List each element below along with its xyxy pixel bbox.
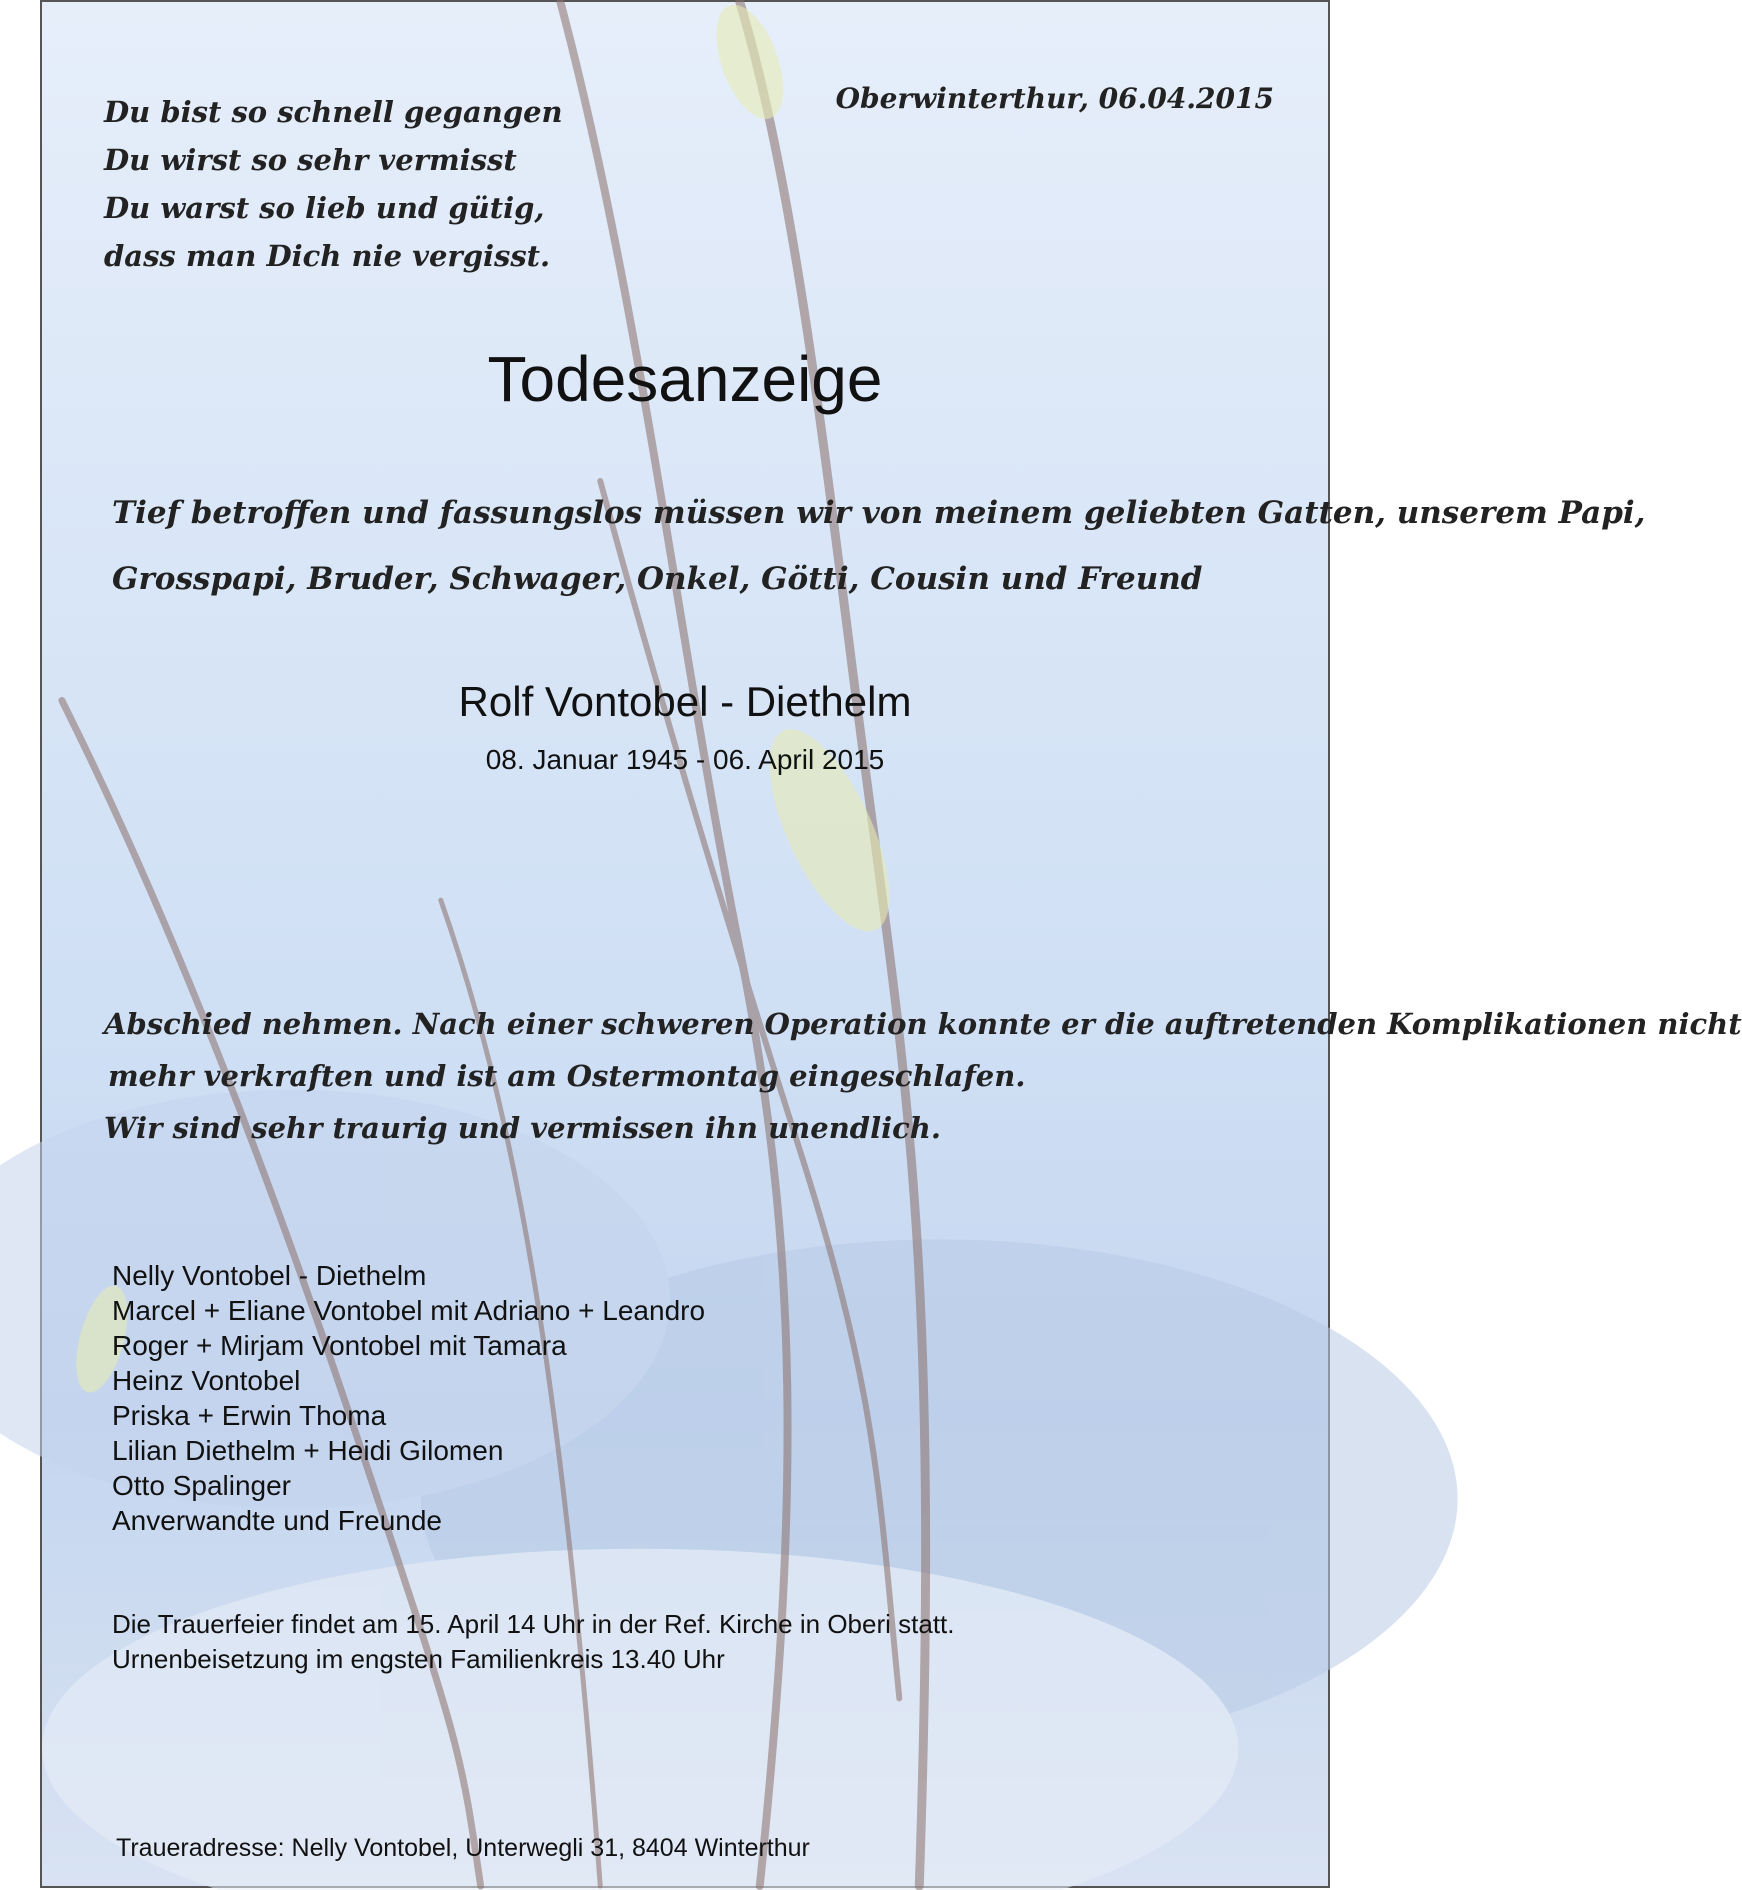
message-line: mehr verkraften und ist am Ostermontag eingeschlafen. bbox=[108, 1059, 1026, 1093]
intro-line: Grosspapi, Bruder, Schwager, Onkel, Götti, Cousin und Freund bbox=[112, 561, 1203, 597]
place-date: Oberwinterthur, 06.04.2015 bbox=[835, 82, 1274, 115]
family-list bbox=[112, 1258, 705, 1538]
family-member: Roger + Mirjam Vontobel mit Tamara bbox=[112, 1330, 567, 1361]
family-member: Heinz Vontobel bbox=[112, 1365, 301, 1396]
family-member: Marcel + Eliane Vontobel mit Adriano + Leandro bbox=[112, 1295, 706, 1326]
page-title: Todesanzeige bbox=[487, 343, 883, 415]
message-line: Abschied nehmen. Nach einer schweren Operation konnte er die auftretenden Komplikationen nicht bbox=[104, 1007, 1742, 1041]
intro-line: Tief betroffen und fassungslos müssen wir von meinem geliebten Gatten, unserem Papi, bbox=[112, 495, 1646, 531]
obituary-content bbox=[42, 2, 1742, 1886]
poem-line: dass man Dich nie vergisst. bbox=[104, 239, 551, 273]
memorial-poem bbox=[104, 88, 563, 280]
mourning-address: Traueradresse: Nelly Vontobel, Unterwegli 31, 8404 Winterthur bbox=[116, 1834, 810, 1862]
family-member: Lilian Diethelm + Heidi Gilomen bbox=[112, 1435, 504, 1466]
family-member: Otto Spalinger bbox=[112, 1470, 291, 1501]
service-line: Die Trauerfeier findet am 15. April 14 Uhr in der Ref. Kirche in Oberi statt. bbox=[112, 1609, 955, 1639]
poem-line: Du bist so schnell gegangen bbox=[104, 95, 563, 129]
deceased-name: Rolf Vontobel - Diethelm bbox=[458, 678, 912, 725]
poem-line: Du wirst so sehr vermisst bbox=[104, 143, 517, 177]
message-line: Wir sind sehr traurig und vermissen ihn unendlich. bbox=[104, 1111, 941, 1145]
service-info bbox=[112, 1607, 955, 1677]
family-member: Nelly Vontobel - Diethelm bbox=[112, 1260, 427, 1291]
farewell-message bbox=[104, 998, 1742, 1154]
life-dates: 08. Januar 1945 - 06. April 2015 bbox=[485, 744, 885, 775]
family-member: Anverwandte und Freunde bbox=[112, 1505, 442, 1536]
obituary-card bbox=[40, 0, 1742, 1888]
poem-line: Du warst so lieb und gütig, bbox=[104, 191, 545, 225]
intro-text bbox=[112, 480, 1645, 612]
service-line: Urnenbeisetzung im engsten Familienkreis 13.40 Uhr bbox=[112, 1644, 725, 1674]
family-member: Priska + Erwin Thoma bbox=[112, 1400, 387, 1431]
